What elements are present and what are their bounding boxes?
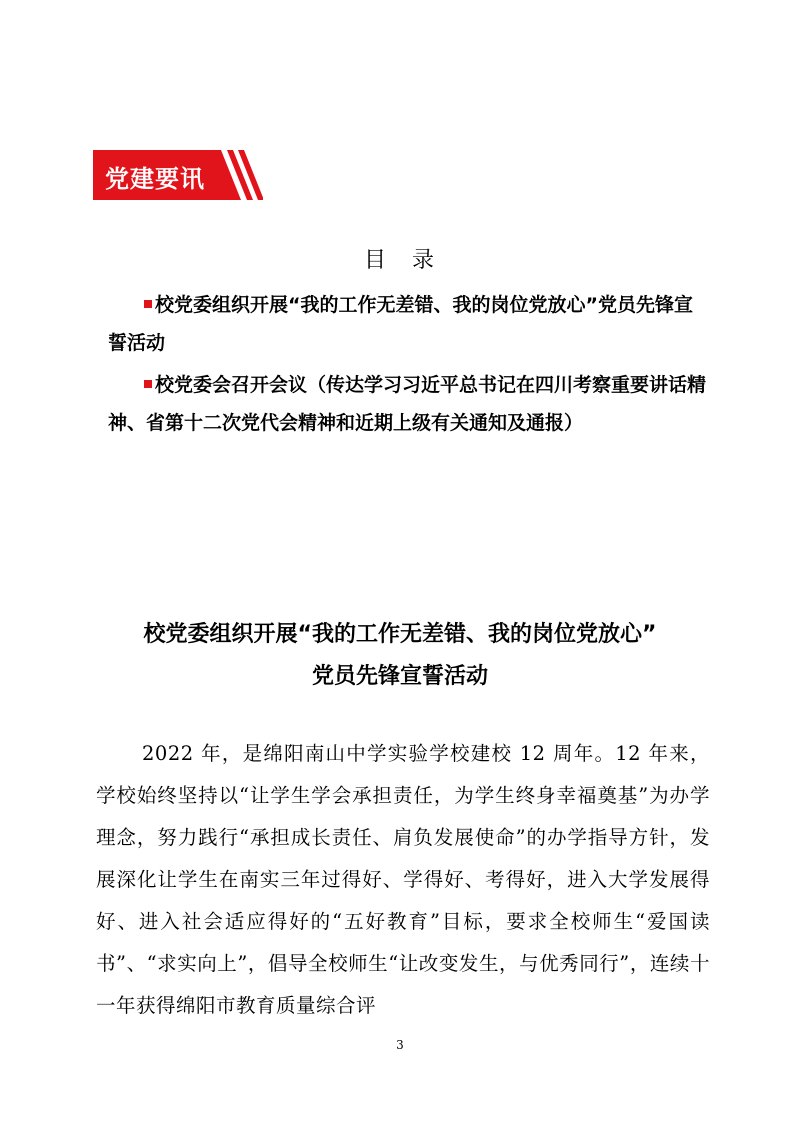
toc-item[interactable] bbox=[108, 286, 708, 362]
article-title-line1: 校党委组织开展“我的工作无差错、我的岗位党放心” bbox=[143, 622, 657, 647]
article-title-line2: 党员先锋宣誓活动 bbox=[311, 664, 488, 689]
toc-item[interactable] bbox=[108, 366, 708, 442]
page-number: 3 bbox=[396, 1038, 404, 1052]
section-banner bbox=[93, 150, 263, 200]
article-body: 2022 年，是绵阳南山中学实验学校建校 12 周年。12 年来，学校始终坚持以“让学生学会承担责任，为学生终身幸福奠基”为办学理念，努力践行“承担成长责任、肩负发展使命”的办学指导方针，发展深化让学生在南实三年过得好、学得好、考得好，进入大学发展得好、进入社会适应得好的“五好教育”目标，要求全校师生“爱国读书”、“求实向上”，倡导全校师生“让改变发生，与优秀同行”，连续十一年获得绵阳市教育质量综合评 bbox=[96, 742, 710, 1017]
toc-title: 目 录 bbox=[363, 248, 436, 273]
square-bullet-icon bbox=[144, 300, 152, 308]
toc-item-text: 校党委会召开会议（传达学习习近平总书记在四川考察重要讲话精神、省第十二次党代会精神和近期上级有关通知及通报） bbox=[108, 374, 707, 434]
toc-item-text: 校党委组织开展“我的工作无差错、我的岗位党放心”党员先锋宣誓活动 bbox=[108, 294, 693, 354]
square-bullet-icon bbox=[144, 380, 152, 388]
banner-label: 党建要讯 bbox=[105, 165, 205, 193]
